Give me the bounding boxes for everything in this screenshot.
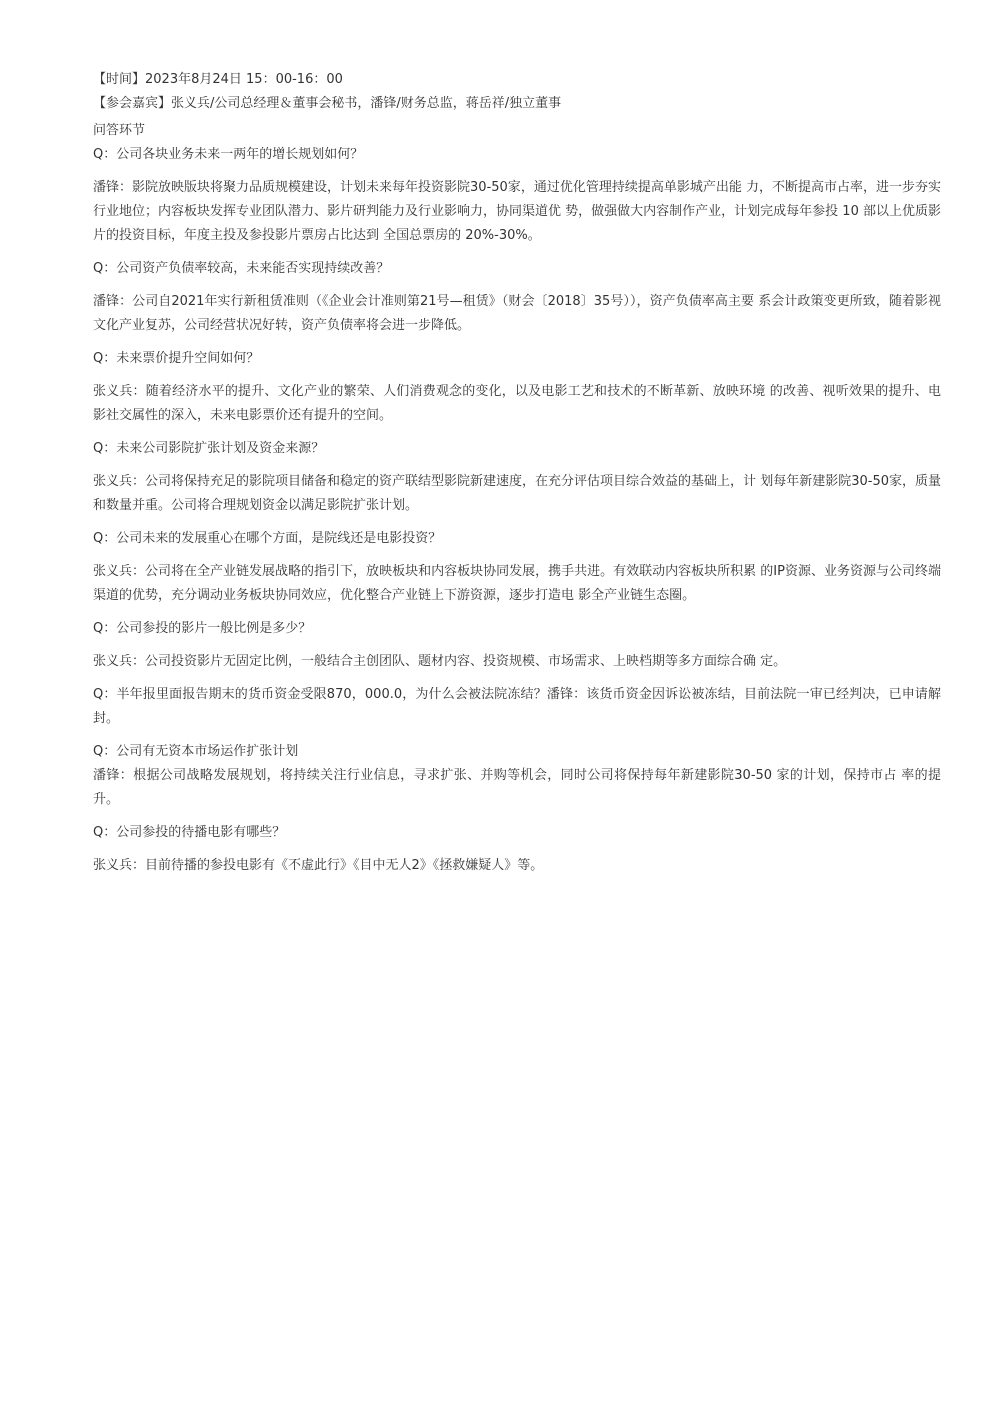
- meeting-guests: 【参会嘉宾】张义兵/公司总经理＆董事会秘书，潘锋/财务总监，蒋岳祥/独立董事: [93, 96, 562, 111]
- question-8: Q：公司有无资本市场运作扩张计划: [93, 744, 299, 759]
- answer-2: 潘锋：公司自2021年实行新租赁准则（《企业会计准则第21号—租赁》（财会〔2018〕35号）），资产负债率高主要 系会计政策变更所致，随着影视文化产业复苏，公司经营状况好转，资产负债率将会进一步降低。: [93, 294, 941, 333]
- document-body: [93, 68, 941, 878]
- question-1: Q：公司各块业务未来一两年的增长规划如何？: [93, 147, 364, 162]
- question-7: Q：半年报里面报告期末的货币资金受限870，000.0，为什么会被法院冻结？潘锋：该货币资金因诉讼被冻结，目前法院一审已经判决，已申请解封。: [93, 687, 941, 726]
- question-4: Q：未来公司影院扩张计划及资金来源？: [93, 441, 325, 456]
- answer-6: 张义兵：公司投资影片无固定比例，一般结合主创团队、题材内容、投资规模、市场需求、上映档期等多方面综合确 定。: [93, 654, 787, 669]
- meeting-time: 【时间】2023年8月24日 15：00-16：00: [93, 72, 343, 87]
- question-5: Q：公司未来的发展重心在哪个方面，是院线还是电影投资？: [93, 531, 442, 546]
- question-3: Q：未来票价提升空间如何？: [93, 351, 260, 366]
- answer-5: 张义兵：公司将在全产业链发展战略的指引下，放映板块和内容板块协同发展，携手共进。有效联动内容板块所积累 的IP资源、业务资源与公司终端渠道的优势，充分调动业务板块协同效应，优化整合产业链上下游资源，逐步打造电 影全产业链生态圈。: [93, 564, 941, 603]
- answer-3: 张义兵：随着经济水平的提升、文化产业的繁荣、人们消费观念的变化，以及电影工艺和技术的不断革新、放映环境 的改善、视听效果的提升、电影社交属性的深入，未来电影票价还有提升的空间。: [93, 384, 941, 423]
- question-2: Q：公司资产负债率较高，未来能否实现持续改善？: [93, 261, 390, 276]
- answer-9: 张义兵：目前待播的参投电影有《不虚此行》《目中无人2》《拯救嫌疑人》等。: [93, 858, 544, 873]
- question-9: Q：公司参投的待播电影有哪些？: [93, 825, 286, 840]
- answer-4: 张义兵：公司将保持充足的影院项目储备和稳定的资产联结型影院新建速度，在充分评估项目综合效益的基础上，计 划每年新建影院30-50家，质量和数量并重。公司将合理规划资金以满足影院扩张计划。: [93, 474, 941, 513]
- section-title: 问答环节: [93, 123, 146, 138]
- question-6: Q：公司参投的影片一般比例是多少？: [93, 621, 312, 636]
- answer-1: 潘锋：影院放映版块将聚力品质规模建设，计划未来每年投资影院30-50家，通过优化管理持续提高单影城产出能 力，不断提高市占率，进一步夯实行业地位；内容板块发挥专业团队潜力、影片研判能力及行业影响力，协同渠道优 势，做强做大内容制作产业，计划完成每年参投 10 部以上优质影片的投资目标，年度主投及参投影片票房占比达到 全国总票房的 20%-30%。: [93, 180, 941, 243]
- answer-8: 潘锋：根据公司战略发展规划，将持续关注行业信息，寻求扩张、并购等机会，同时公司将保持每年新建影院30-50 家的计划，保持市占 率的提升。: [93, 768, 941, 807]
